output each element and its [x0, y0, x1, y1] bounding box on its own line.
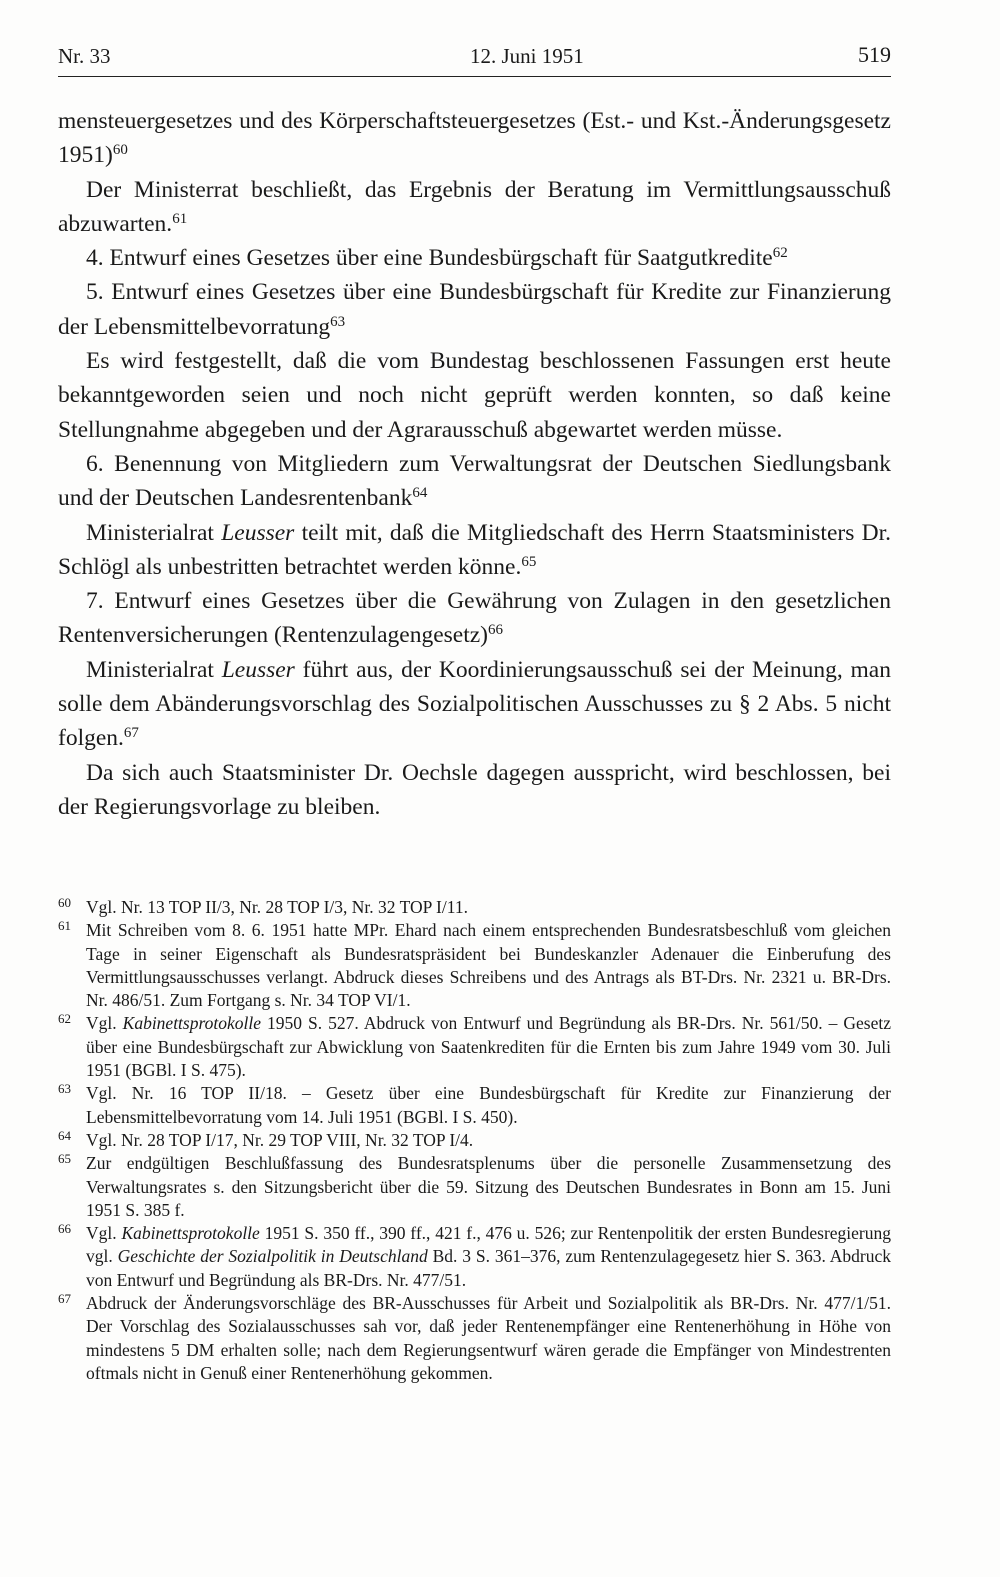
main-text [58, 104, 891, 824]
agenda-item-6: 6. Benennung von Mitgliedern zum Verwaltungsrat der Deutschen Siedlungsbank und der Deutschen Landesrentenbank$^{64}$ [58, 450, 891, 512]
paragraph: mensteuergesetzes und des Körperschaftsteuergesetzes (Est.- und Kst.-Änderungsgesetz 1951)$^{60}$ [58, 108, 891, 169]
footnote: 65 Zur endgültigen Beschlußfassung des Bundesratsplenums über die personelle Zusammensetzung des Verwaltungsrates s. den Sitzungsbericht über die 59. Sitzung des Deutschen Bundesrates in Bonn am 15. Juni 1951 S. 385 f. [58, 1151, 891, 1220]
footnote-number: 60 [58, 895, 71, 910]
footnote-ref: 65 [521, 553, 537, 570]
footnote-number: 65 [58, 1151, 71, 1167]
paragraph: Ministerialrat Leusser führt aus, der Koordinierungsausschuß sei der Meinung, man solle dem Abänderungsvorschlag des Sozialpolitischen Ausschusses zu § 2 Abs. 5 nicht folgen.$^{67}$ [58, 656, 891, 752]
footnote: 66 Vgl. Kabinettsprotokolle 1951 S. 350 ff., 390 ff., 421 f., 476 u. 526; zur Rentenpolitik der ersten Bundesregierung vgl. Geschichte der Sozialpolitik in Deutschland Bd. 3 S. 361–376, zum Rentenzulagegesetz hier S. 363. Abdruck von Entwurf und Begründung als BR-Drs. Nr. 477/51. [58, 1221, 892, 1290]
paragraph: Der Ministerrat beschließt, das Ergebnis der Beratung im Vermittlungsausschuß abzuwarten.$^{61}$ [58, 176, 891, 237]
agenda-item-7: 7. Entwurf eines Gesetzes über die Gewährung von Zulagen in den gesetzlichen Rentenversicherungen (Rentenzulagengesetz)$^{66}$ [58, 588, 891, 649]
footnote: 61 Mit Schreiben vom 8. 6. 1951 hatte MPr. Ehard nach einem entsprechenden Bundesratsbeschluß vom gleichen Tage in seiner Eigenschaft als Bundesratspräsident bei Bundeskanzler Adenauer die Einberufung des Vermittlungsausschusses verlangt. Abdruck dieses Schreibens und des Antrags als BT-Drs. Nr. 2321 u. BR-Drs. Nr. 486/51. Zum Fortgang s. Nr. 34 TOP VI/1. [58, 918, 891, 1011]
footnote-ref: 60 [112, 142, 128, 159]
footnote-number: 66 [58, 1221, 71, 1237]
footnote: 64 Vgl. Nr. 28 TOP I/17, Nr. 29 TOP VIII, Nr. 32 TOP I/4. [58, 1127, 474, 1150]
footnote-ref: 63 [330, 313, 346, 330]
person-name: Leusser [221, 656, 295, 683]
header-date: 12. Juni 1951 [470, 44, 584, 68]
paragraph: Ministerialrat Leusser teilt mit, daß die Mitgliedschaft des Herrn Staatsministers Dr. Schlögl als unbestritten betrachtet werden könne.$^{65}$ [58, 519, 891, 580]
paragraph: Da sich auch Staatsminister Dr. Oechsle dagegen ausspricht, wird beschlossen, bei der Regierungsvorlage zu bleiben. [58, 759, 891, 820]
agenda-item-5: 5. Entwurf eines Gesetzes über eine Bundesbürgschaft für Kredite zur Finanzierung der Lebensmittelbevorratung$^{63}$ [58, 279, 891, 340]
footnote-number: 61 [58, 918, 71, 934]
page-header [58, 40, 891, 77]
footnote-number: 62 [58, 1011, 71, 1027]
person-name: Leusser [221, 519, 295, 546]
footnote-number: 67 [58, 1291, 71, 1307]
footnote-ref: 62 [772, 245, 788, 262]
footnote-number: 63 [58, 1081, 71, 1097]
footnote-ref: 64 [412, 485, 428, 502]
document-number: Nr. 33 [58, 44, 111, 68]
footnote: 67 Abdruck der Änderungsvorschläge des BR-Ausschusses für Arbeit und Sozialpolitik als BR-Drs. Nr. 477/1/51. Der Vorschlag des Sozialausschusses sah vor, daß jeder Rentenempfänger eine Rentenerhöhung in Höhe von mindestens 5 DM erhalten solle; nach dem Regierungsentwurf wären gerade die Empfänger von Mindestrenten oftmals nicht in Genuß einer Rentenerhöhung gekommen. [58, 1291, 891, 1383]
footnote: 62 Vgl. Kabinettsprotokolle 1950 S. 527. Abdruck von Entwurf und Begründung als BR-Drs. Nr. 561/50. – Gesetz über eine Bundesbürgschaft zur Abwicklung von Saatenkrediten für die Ernten bis zum Jahre 1949 vom 30. Juli 1951 (BGBl. I S. 475). [58, 1011, 891, 1081]
agenda-item-4: 4. Entwurf eines Gesetzes über eine Bundesbürgschaft für Saatgutkredite$^{62}$ [86, 245, 788, 272]
footnote-ref: 66 [488, 622, 503, 639]
book-title: Geschichte der Sozialpolitik in Deutschland [117, 1246, 428, 1267]
footnote: 60 Vgl. Nr. 13 TOP II/3, Nr. 28 TOP I/3, Nr. 32 TOP I/11. [58, 895, 468, 917]
footnote: 63 Vgl. Nr. 16 TOP II/18. – Gesetz über eine Bundesbürgschaft für Kredite zur Finanzierung der Lebensmittelbevorratung vom 14. Juli 1951 (BGBl. I S. 450). [58, 1081, 891, 1127]
page-number: 519 [858, 42, 891, 67]
book-title: Kabinettsprotokolle [121, 1223, 260, 1244]
book-title: Kabinettsprotokolle [122, 1013, 262, 1034]
footnote-number: 64 [58, 1127, 71, 1143]
paragraph: Es wird festgestellt, daß die vom Bundestag beschlossenen Fassungen erst heute bekanntgeworden seien und noch nicht geprüft werden konnten, so daß keine Stellungnahme abgegeben und der Agrarausschuß abgewartet werden müsse. [58, 348, 891, 443]
footnotes [58, 896, 891, 1385]
footnote-ref: 61 [172, 210, 188, 227]
footnote-ref: 67 [123, 725, 139, 742]
